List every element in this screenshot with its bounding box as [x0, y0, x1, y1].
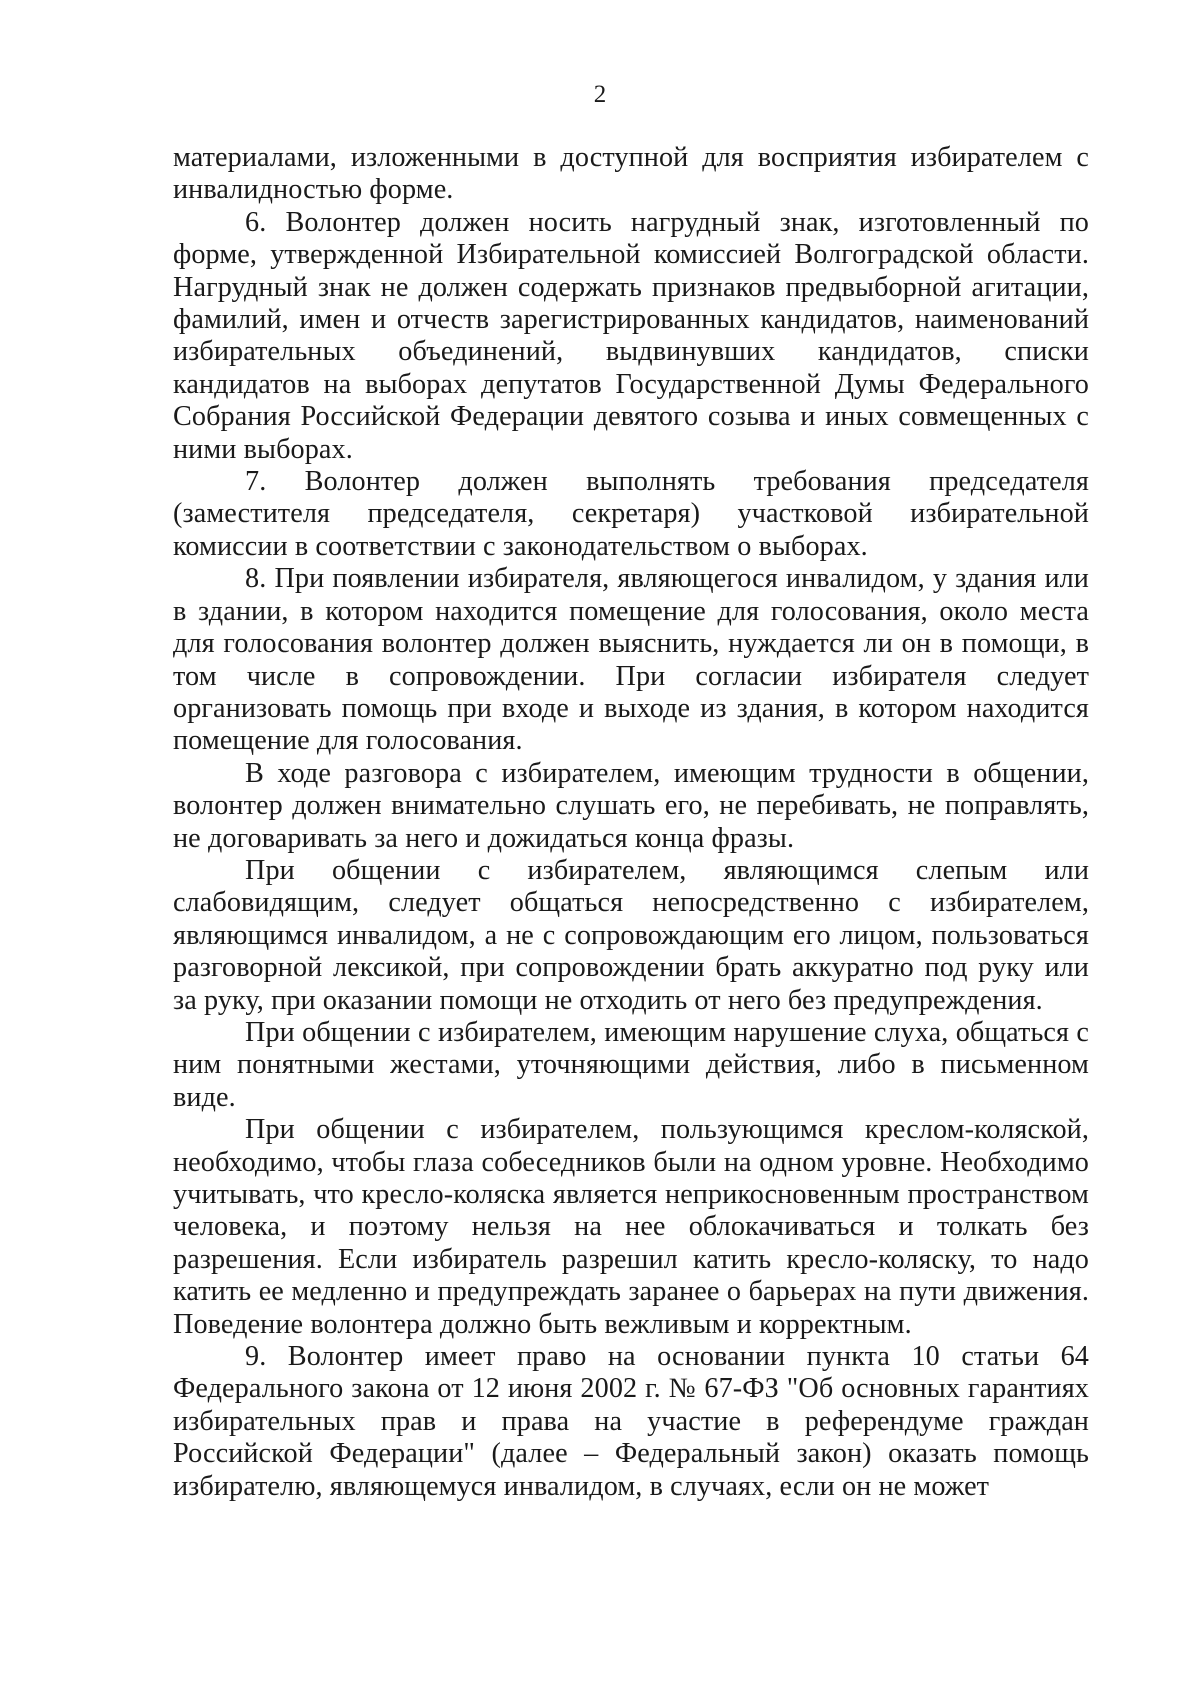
- paragraph-continuation: материалами, изложенными в доступной для восприятия избирателем с инвалидностью форме.: [173, 142, 1089, 206]
- paragraph-wheelchair-users: При общении с избирателем, пользующимся креслом-коляской, необходимо, чтобы глаза собеседников были на одном уровне. Необходимо учитывать, что кресло-коляска является неприкосновенным пространством человека, и поэтому нельзя на нее облокачиваться и толкать без разрешения. Если избиратель разрешил катить кресло-коляску, то надо катить ее медленно и предупреждать заранее о барьерах на пути движения. Поведение волонтера должно быть вежливым и корректным.: [173, 1114, 1089, 1340]
- paragraph-hearing-impaired: При общении с избирателем, имеющим нарушение слуха, общаться с ним понятными жестами, уточняющими действия, либо в письменном виде.: [173, 1016, 1089, 1113]
- paragraph-item-8: 8. При появлении избирателя, являющегося инвалидом, у здания или в здании, в котором находится помещение для голосования, около места для голосования волонтер должен выяснить, нуждается ли он в помощи, в том числе в сопровождении. При согласии избирателя следует организовать помощь при входе и выходе из здания, в котором находится помещение для голосования.: [173, 563, 1089, 757]
- paragraph-item-7: 7. Волонтер должен выполнять требования председателя (заместителя председателя, секретаря) участковой избирательной комиссии в соответствии с законодательством о выборах.: [173, 466, 1089, 562]
- paragraph-conversation: В ходе разговора с избирателем, имеющим трудности в общении, волонтер должен внимательно слушать его, не перебивать, не поправлять, не договаривать за него и дожидаться конца фразы.: [173, 757, 1089, 854]
- paragraph-item-6: 6. Волонтер должен носить нагрудный знак, изготовленный по форме, утвержденной Избирательной комиссией Волгоградской области. Нагрудный знак не должен содержать признаков предвыборной агитации, фамилий, имен и отчеств зарегистрированных кандидатов, наименований избирательных объединений, выдвинувших кандидатов, списки кандидатов на выборах депутатов Государственной Думы Федерального Собрания Российской Федерации девятого созыва и иных совмещенных с ними выборах.: [173, 206, 1089, 465]
- page-number: 2: [593, 81, 607, 108]
- paragraph-blind-voters: При общении с избирателем, являющимся слепым или слабовидящим, следует общаться непосредственно с избирателем, являющимся инвалидом, а не с сопровождающим его лицом, пользоваться разговорной лексикой, при сопровождении брать аккуратно под руку или за руку, при оказании помощи не отходить от него без предупреждения.: [173, 854, 1089, 1016]
- document-body: [173, 142, 1089, 1503]
- paragraph-item-9: 9. Волонтер имеет право на основании пункта 10 статьи 64 Федерального закона от 12 июня 2002 г. № 67-ФЗ "Об основных гарантиях избирательных прав и права на участие в референдуме граждан Российской Федерации" (далее – Федеральный закон) оказать помощь избирателю, являющемуся инвалидом, в случаях, если он не может: [173, 1341, 1089, 1502]
